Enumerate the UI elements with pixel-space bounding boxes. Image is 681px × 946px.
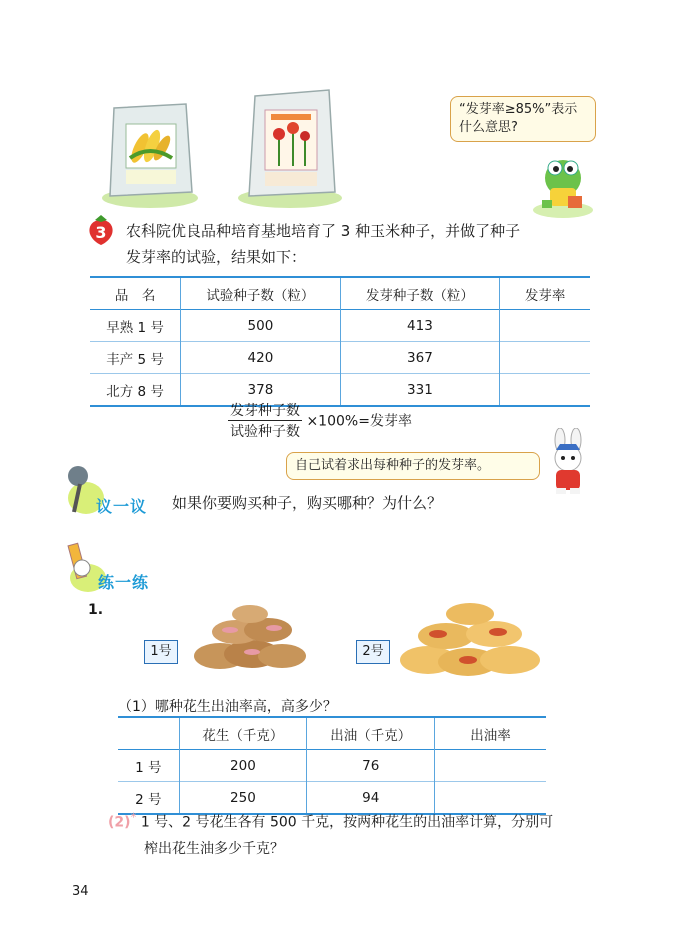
cell-peanut: 200 [179, 750, 307, 782]
practice-item-number: 1. [88, 602, 104, 618]
header-test-seeds: 试验种子数（粒） [181, 277, 341, 310]
cell-rate [500, 374, 590, 407]
page-number: 34 [72, 884, 89, 899]
cell-name: 2 号 [118, 782, 179, 815]
rabbit-mascot-image [540, 428, 596, 498]
header-oil: 出油（千克） [307, 717, 435, 750]
formula-numerator: 发芽种子数 [228, 400, 302, 421]
practice-tag: 练一练 [98, 573, 150, 592]
frog-mascot-image [528, 150, 598, 220]
discuss-tag: 议一议 [96, 497, 148, 516]
header-germinated-seeds: 发芽种子数（粒） [340, 277, 500, 310]
header-name: 品 名 [90, 277, 181, 310]
q2-line-1: 1 号、2 号花生各有 500 千克，按两种花生的出油率计算，分别可 [140, 814, 554, 831]
peanut-oil-table [118, 716, 546, 815]
strawberry-number-icon [86, 214, 116, 246]
cell-germinated: 331 [340, 374, 500, 407]
formula-fraction [228, 400, 302, 441]
hint-text: 自己试着求出每种种子的发芽率。 [295, 458, 491, 473]
peanut-pile-2-image [398, 598, 546, 684]
flower-seed-bag-image [235, 88, 345, 210]
cell-test: 500 [181, 310, 341, 342]
bubble-text: “发芽率≥85%”表示什么意思? [459, 102, 578, 135]
cell-name: 丰产 5 号 [90, 342, 181, 374]
peanut-label-1: 1号 [144, 640, 178, 664]
table-row [90, 310, 590, 342]
cell-peanut: 250 [179, 782, 307, 815]
cell-germinated: 367 [340, 342, 500, 374]
cell-name: 早熟 1 号 [90, 310, 181, 342]
peanut-pile-1-image [190, 600, 310, 678]
formula-rest: ×100%=发芽率 [306, 413, 412, 430]
cell-name: 北方 8 号 [90, 374, 181, 407]
header-blank [118, 717, 179, 750]
q2-marker: (2) [108, 814, 131, 831]
table-row [118, 750, 546, 782]
practice-question-1: （1）哪种花生出油率高，高多少？ [118, 699, 337, 715]
problem-3-text [126, 218, 606, 270]
q2-star: * [130, 810, 137, 824]
cell-oil: 94 [307, 782, 435, 815]
q2-line-2: 榨出花生油多少千克？ [144, 840, 284, 857]
discuss-text: 如果你要购买种子，购买哪种？为什么？ [172, 494, 443, 512]
cell-rate [435, 750, 546, 782]
cell-test: 420 [181, 342, 341, 374]
cell-test: 378 [181, 374, 341, 407]
cell-oil: 76 [307, 750, 435, 782]
peanut-label-2: 2号 [356, 640, 390, 664]
problem-3-line-2: 发芽率的试验，结果如下： [126, 248, 307, 266]
hint-speech-bubble [286, 452, 540, 480]
table-header-row [118, 717, 546, 750]
table-header-row [90, 277, 590, 310]
problem-number: 3 [95, 223, 107, 242]
header-peanut: 花生（千克） [179, 717, 307, 750]
corn-seed-bag-image [100, 100, 200, 210]
problem-3-line-1: 农科院优良品种培育基地培育了 3 种玉米种子，并做了种子 [126, 222, 521, 240]
header-germination-rate: 发芽率 [500, 277, 590, 310]
table-row [90, 342, 590, 374]
cell-germinated: 413 [340, 310, 500, 342]
header-oil-rate: 出油率 [435, 717, 546, 750]
question-speech-bubble [450, 96, 596, 142]
formula-denominator: 试验种子数 [230, 424, 300, 440]
cell-name: 1 号 [118, 750, 179, 782]
practice-question-2 [108, 804, 618, 862]
germination-formula [228, 400, 488, 441]
seed-germination-table [90, 276, 590, 407]
cell-rate [500, 342, 590, 374]
cell-rate [500, 310, 590, 342]
